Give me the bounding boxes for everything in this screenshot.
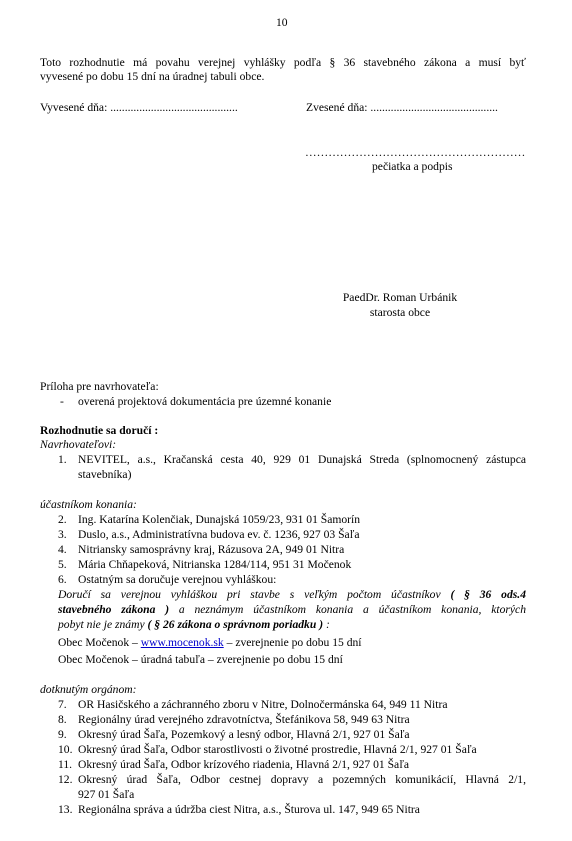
list-item-number: 10. — [58, 743, 73, 756]
list-item: NEVITEL, a.s., Kračanská cesta 40, 929 01 Dunajská Streda (splnomocnený zástupca — [78, 453, 526, 466]
list-item-continued: stavebníka) — [78, 468, 132, 481]
removed-dots: ............................................ — [370, 101, 498, 114]
authorities-heading: dotknutým orgánom: — [40, 683, 137, 696]
posted-dots: ............................................ — [110, 101, 238, 114]
list-item-number: 9. — [58, 728, 67, 741]
list-item-number: 8. — [58, 713, 67, 726]
list-item-number: 2. — [58, 513, 67, 526]
posted-label: Vyvesené dňa: — [40, 101, 108, 114]
list-item: Ostatným sa doručuje verejnou vyhláškou: — [78, 573, 277, 586]
stamp-dots: ………………………………………………… — [305, 146, 526, 159]
public-notice-line-2 — [58, 603, 526, 617]
public-notice-colon: : — [325, 618, 330, 631]
list-item-number: 13. — [58, 803, 73, 816]
notice-paragraph — [40, 56, 526, 84]
list-item: Regionálna správa a údržba ciest Nitra, a.s., Šturova ul. 147, 949 65 Nitra — [78, 803, 420, 816]
list-item-number: 11. — [58, 758, 73, 771]
stamp-label: pečiatka a podpis — [372, 160, 453, 173]
obec-board-line: Obec Močenok – úradná tabuľa – zverejnenie po dobu 15 dní — [58, 653, 343, 666]
applicants-heading: Navrhovateľovi: — [40, 438, 117, 451]
public-notice-line-1 — [58, 588, 526, 602]
mocenok-website-link[interactable]: www.mocenok.sk — [140, 636, 224, 649]
list-item-number: 4. — [58, 543, 67, 556]
list-item: Okresný úrad Šaľa, Odbor cestnej dopravy a pozemných komunikácií, Hlavná 2/1, — [78, 773, 526, 786]
page-number: 10 — [276, 16, 288, 29]
public-notice-text: a neznámym účastníkom konania a účastníkom konania, ktorých — [178, 603, 527, 616]
list-item: Ing. Katarína Kolenčiak, Dunajská 1059/23, 931 01 Šamorín — [78, 513, 361, 526]
obec-web-prefix: Obec Močenok – — [58, 636, 141, 649]
signatory-name: PaedDr. Roman Urbánik — [342, 291, 458, 304]
obec-web-suffix: – zverejnenie po dobu 15 dní — [223, 636, 362, 649]
list-item: Okresný úrad Šaľa, Pozemkový a lesný odbor, Hlavná 2/1, 927 01 Šaľa — [78, 728, 410, 741]
removed-field — [306, 101, 498, 115]
removed-label: Zvesené dňa: — [306, 101, 368, 114]
list-item-number: 7. — [58, 698, 67, 711]
list-item-number: 6. — [58, 573, 67, 586]
list-item-continued: 927 01 Šaľa — [78, 788, 135, 801]
public-notice-line-3 — [58, 618, 330, 632]
public-notice-law-ref: ( § 36 ods.4 — [450, 588, 526, 601]
public-notice-text: pobyt nie je známy — [58, 618, 145, 631]
notice-line-2: vyvesené po dobu 15 dní na úradnej tabuli obce. — [40, 70, 265, 83]
signatory-title: starosta obce — [369, 306, 431, 319]
public-notice-law-ref: ( § 26 zákona o správnom poriadku ) — [147, 618, 324, 631]
list-item-number: 3. — [58, 528, 67, 541]
notice-line-1: Toto rozhodnutie má povahu verejnej vyhlášky podľa § 36 stavebného zákona a musí byť — [40, 56, 526, 69]
list-item: Duslo, a.s., Administratívna budova ev. č. 1236, 927 03 Šaľa — [78, 528, 360, 541]
list-item-number: 1. — [58, 453, 67, 466]
list-item-number: 5. — [58, 558, 67, 571]
list-item-number: 12. — [58, 773, 73, 786]
attachment-dash: - — [60, 395, 64, 408]
attachment-item: overená projektová dokumentácia pre územné konanie — [78, 395, 332, 408]
delivery-heading: Rozhodnutie sa doručí : — [40, 424, 159, 437]
public-notice-text: Doručí sa verejnou vyhláškou pri stavbe s veľkým počtom účastníkov — [58, 588, 441, 601]
list-item: OR Hasičského a záchranného zboru v Nitre, Dolnočermánska 64, 949 11 Nitra — [78, 698, 448, 711]
list-item: Regionálny úrad verejného zdravotníctva, Štefánikova 58, 949 63 Nitra — [78, 713, 410, 726]
obec-web-line — [58, 636, 362, 650]
list-item: Okresný úrad Šaľa, Odbor starostlivosti o životné prostredie, Hlavná 2/1, 927 01 Šaľa — [78, 743, 477, 756]
public-notice-law-ref: stavebného zákona ) — [58, 603, 170, 616]
participants-heading: účastníkom konania: — [40, 498, 137, 511]
attachment-heading: Príloha pre navrhovateľa: — [40, 380, 159, 393]
posted-field — [40, 101, 238, 115]
list-item: Nitriansky samosprávny kraj, Rázusova 2A, 949 01 Nitra — [78, 543, 345, 556]
list-item: Mária Chňapeková, Nitrianska 1284/114, 951 31 Močenok — [78, 558, 352, 571]
list-item: Okresný úrad Šaľa, Odbor krízového riadenia, Hlavná 2/1, 927 01 Šaľa — [78, 758, 410, 771]
